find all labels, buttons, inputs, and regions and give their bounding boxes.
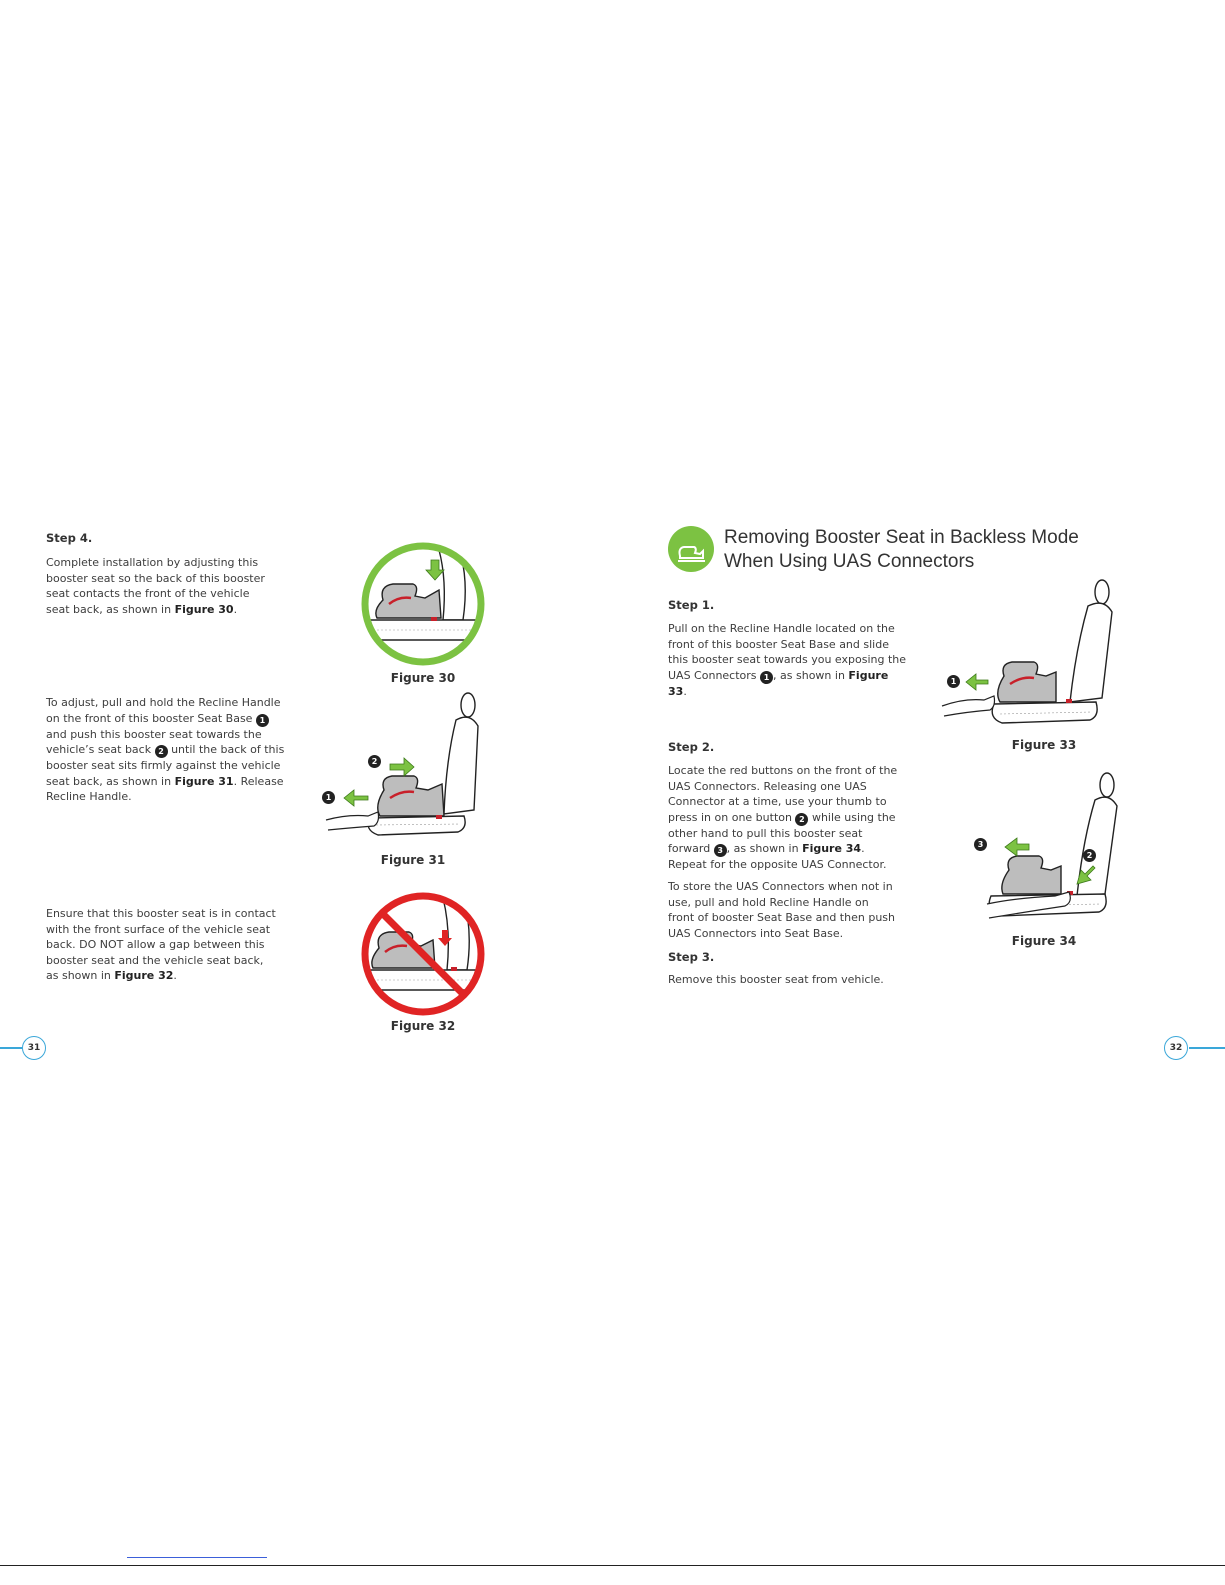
figure-34-illustration — [985, 770, 1125, 930]
section-title-line-1: Removing Booster Seat in Backless Mode — [724, 527, 1079, 548]
section-title — [724, 526, 1084, 574]
page-32-rule — [1189, 1047, 1225, 1049]
step3-heading: Step 3. — [668, 950, 715, 964]
bottom-link-underline — [127, 1557, 267, 1558]
callout-1: 1 — [256, 714, 269, 727]
step1-instruction: Pull on the Recline Handle located on the front of this booster Seat Base and slide this booster seat towards you exposing the UAS Connectors 1 , as shown in Figure 33. — [668, 622, 907, 698]
figure-31-marker-2: 2 — [368, 755, 381, 768]
figure-33-caption: Figure 33 — [1011, 738, 1077, 752]
step2-instruction: Locate the red buttons on the front of the UAS Connectors. Releasing one UAS Connector at a time, use your thumb to press in on one button 2 while using the other hand to pull this booster seat forward 3 , as shown in Figure 34. Repeat for the opposite UAS Connector. — [668, 764, 898, 872]
callout-2: 2 — [155, 745, 168, 758]
figure-32-illustration — [359, 890, 487, 1018]
step4-instruction: Complete installation by adjusting this booster seat so the back of this booster seat contacts the front of the vehicle seat back, as shown in Figure 30. — [46, 556, 265, 616]
figure-30-caption: Figure 30 — [390, 671, 456, 685]
booster-seat-icon — [668, 526, 714, 572]
bottom-border — [0, 1565, 1225, 1566]
figure-31-caption: Figure 31 — [380, 853, 446, 867]
figure-33-illustration — [938, 578, 1118, 738]
callout-3: 3 — [714, 844, 727, 857]
section-title-line-2: When Using UAS Connectors — [724, 551, 975, 572]
figure-30-illustration — [359, 540, 487, 668]
figure-34-marker-2: 2 — [1083, 849, 1096, 862]
step1-heading: Step 1. — [668, 598, 715, 612]
figure-31-illustration — [318, 690, 493, 845]
figure-30-ref: Figure 30 — [174, 602, 234, 616]
step3-instruction: Remove this booster seat from vehicle. — [668, 973, 884, 986]
callout-2: 2 — [795, 813, 808, 826]
contact-instruction: Ensure that this booster seat is in contact with the front surface of the vehicle seat back. DO NOT allow a gap between this booster seat and the vehicle seat back, as shown in Figure 32. — [46, 907, 276, 983]
figure-34-ref: Figure 34 — [802, 842, 862, 856]
page-number-31: 31 — [22, 1036, 46, 1060]
page-number-32: 32 — [1164, 1036, 1188, 1060]
adjust-instruction: To adjust, pull and hold the Recline Handle on the front of this booster Seat Base 1 and push this booster seat towards the vehicle’s seat back 2 until the back of this booster seat sits firmly against the vehicle seat back, as shown in Figure 31. Release Recline Handle. — [46, 696, 285, 804]
figure-34-marker-3: 3 — [974, 838, 987, 851]
figure-34-caption: Figure 34 — [1011, 934, 1077, 948]
page-31-rule — [0, 1047, 22, 1049]
figure-32-caption: Figure 32 — [390, 1019, 456, 1033]
step4-heading: Step 4. — [46, 531, 93, 545]
step2-heading: Step 2. — [668, 740, 715, 754]
callout-1: 1 — [760, 671, 773, 684]
figure-31-ref: Figure 31 — [174, 774, 234, 788]
figure-33-ref: Figure 33 — [668, 668, 889, 698]
figure-32-ref: Figure 32 — [114, 969, 174, 983]
figure-31-marker-1: 1 — [322, 791, 335, 804]
figure-33-marker-1: 1 — [947, 675, 960, 688]
store-connectors-instruction: To store the UAS Connectors when not in use, pull and hold Recline Handle on front of booster Seat Base and then push UAS Connectors into Seat Base. — [668, 880, 895, 940]
